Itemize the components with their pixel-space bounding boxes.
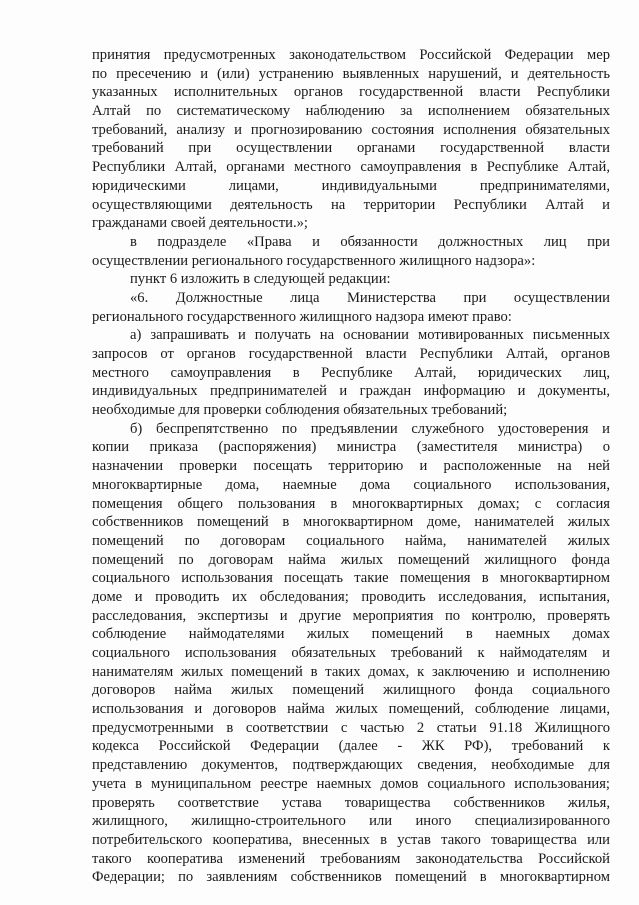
text-line: проверять соответствие устава товарищества собственников жилья, [92,794,610,811]
text-line: такого кооператива изменений требованиям законодательства Российской [92,850,610,867]
text-line: многоквартирные дома, наемные дома социального использования, [92,476,610,493]
text-line: жилищного, жилищно-строительного или иного специализированного [92,813,610,830]
text-line: «6. Должностные лица Министерства при осуществлении [130,289,610,306]
text-line: социального использования обязательных требований к наймодателям и [92,645,610,661]
text-line: Алтай по систематическому наблюдению за исполнением обязательных [92,103,610,120]
text-line: Федерации; по заявлениям собственников помещений в многоквартирном [92,869,610,886]
text-line: расследования, экспертизы и другие мероприятия по контролю, проверять [92,607,610,624]
text-line: гражданами своей деятельности.»; [92,215,308,232]
text-line: кодекса Российской Федерации (далее - ЖК РФ), требований к [92,738,610,755]
text-line: потребительского кооператива, внесенных в устав такого товарищества или [92,831,610,848]
text-line: б) беспрепятственно по предъявлении служебного удостоверения и [130,420,610,437]
text-line: в подразделе «Права и обязанности должностных лиц при [130,233,610,250]
text-line: Республики Алтай, органами местного самоуправления в Республике Алтай, [92,159,610,176]
text-line: предусмотренными в соответствии с частью 2 статьи 91.18 Жилищного [92,719,610,736]
text-line: а) запрашивать и получать на основании мотивированных письменных [130,327,610,344]
text-line: социального использования посещать такие помещения в многоквартирном [92,570,610,587]
text-line: помещений по договорам найма жилых помещений жилищного фонда [92,551,610,568]
document-body [92,46,610,887]
text-line: помещения общего пользования в многоквартирных домах; с согласия [92,495,610,512]
text-line: требований, анализу и прогнозированию состояния исполнения обязательных [92,121,610,138]
text-line: собственников помещений в многоквартирном доме, нанимателей жилых [92,514,610,531]
text-line: нанимателям жилых помещений в таких домах, к заключению и исполнению [92,663,610,680]
text-line: индивидуальных предпринимателей и граждан информацию и документы, [92,383,610,400]
text-line: доме и проводить их обследования; проводить исследования, испытания, [92,588,610,605]
text-line: осуществлении регионального государственного жилищного надзора»: [92,252,536,269]
text-line: запросов от органов государственной власти Республики Алтай, органов [92,346,610,362]
text-line: по пресечению и (или) устранению выявленных нарушений, и деятельность [92,65,610,82]
text-line: договоров найма жилых помещений жилищного фонда социального [92,682,610,699]
text-line: указанных исполнительных органов государственной власти Республики [92,84,610,101]
text-line: копии приказа (распоряжения) министра (заместителя министра) о [92,439,610,456]
text-line: юридическими лицами, индивидуальными предпринимателями, [92,177,610,194]
text-line: представлению документов, подтверждающих сведения, необходимые для [92,757,610,774]
text-line: требований при осуществлении органами государственной власти [92,140,610,157]
text-line: принятия предусмотренных законодательством Российской Федерации мер [92,47,610,63]
text-line: учета в муниципальном реестре наемных домов социального использования; [92,775,610,792]
text-line: назначении проверки посещать территорию и расположенные на ней [92,458,610,475]
text-line: соблюдение наймодателями жилых помещений в наемных домах [92,626,610,643]
text-line: регионального государственного жилищного надзора имеют право: [92,308,512,325]
text-line: использования и договоров найма жилых помещений, соблюдение лицами, [92,701,610,718]
text-line: местного самоуправления в Республике Алтай, юридических лиц, [92,364,610,381]
text-line: пункт 6 изложить в следующей редакции: [130,271,391,288]
text-line: осуществляющими деятельность на территории Республики Алтай и [92,196,610,213]
text-line: необходимые для проверки соблюдения обязательных требований; [92,402,508,419]
text-line: помещений по договорам социального найма, нанимателей жилых [92,532,610,549]
